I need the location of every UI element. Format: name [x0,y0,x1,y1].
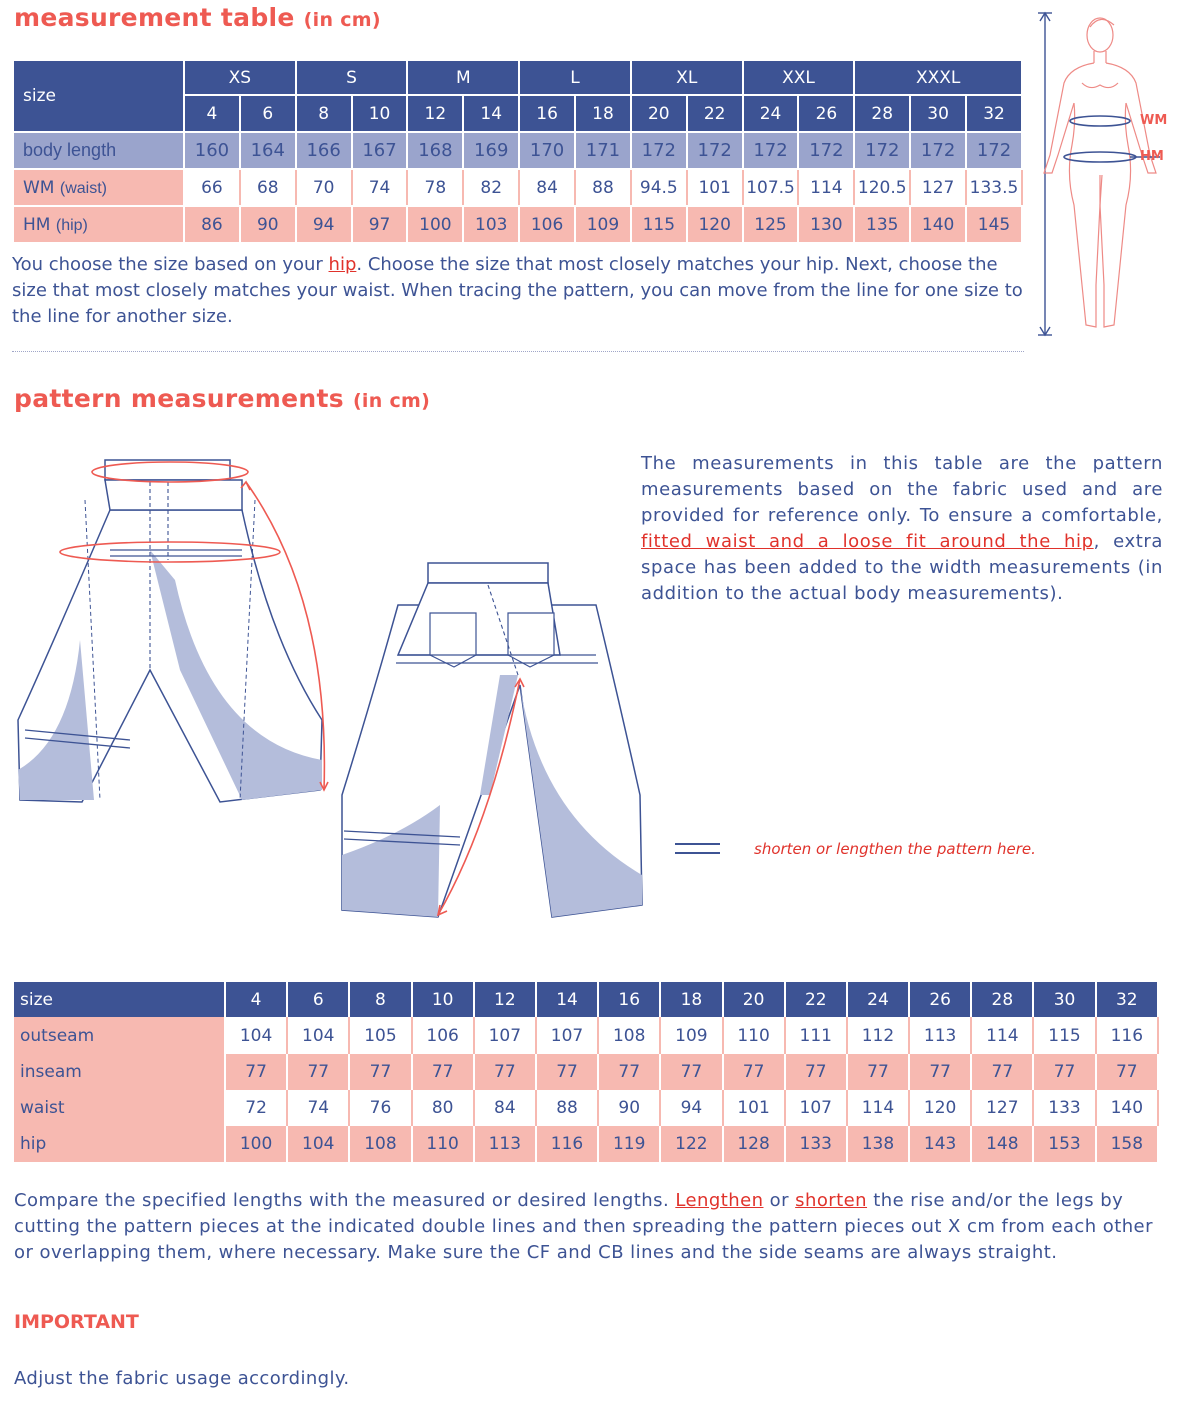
table-cell: 128 [723,1126,785,1162]
wm-label: WM [1140,113,1168,128]
table-cell: 77 [225,1054,287,1090]
table-cell: 115 [631,206,687,243]
table-cell: 90 [598,1090,660,1126]
table-cell: 77 [785,1054,847,1090]
table-cell: 125 [743,206,799,243]
table-cell: 109 [660,1017,722,1054]
hm-label: HM [1140,149,1164,164]
size-number: 6 [240,95,296,132]
table-cell: 78 [407,169,463,206]
table-row [14,1054,1158,1090]
table-cell: 160 [184,132,240,169]
size-number: 18 [660,982,722,1017]
important-heading: IMPORTANT [14,1311,139,1333]
table-cell: 77 [660,1054,722,1090]
table-cell: 72 [225,1090,287,1126]
size-number: 20 [723,982,785,1017]
size-group: XXXL [854,61,1022,95]
size-group: XXL [743,61,855,95]
size-number: 18 [575,95,631,132]
table-cell: 170 [519,132,575,169]
table-cell: 66 [184,169,240,206]
lengthen-link[interactable]: Lengthen [675,1190,764,1211]
table-row [14,132,1022,169]
table-cell: 133 [785,1126,847,1162]
size-number: 12 [474,982,536,1017]
table-cell: 74 [352,169,408,206]
table-cell: 94.5 [631,169,687,206]
size-number: 14 [536,982,598,1017]
row-label-hm: HM (hip) [14,206,184,243]
size-number: 28 [971,982,1033,1017]
table-cell: 167 [352,132,408,169]
size-number: 22 [687,95,743,132]
size-number: 8 [349,982,411,1017]
table-cell: 80 [412,1090,474,1126]
table-cell: 107 [536,1017,598,1054]
size-number: 24 [847,982,909,1017]
table-cell: 158 [1096,1126,1158,1162]
table-cell: 172 [743,132,799,169]
unit-label: (in cm) [352,390,431,412]
table-cell: 114 [847,1090,909,1126]
size-number: 24 [743,95,799,132]
table-cell: 110 [412,1126,474,1162]
table-cell: 143 [909,1126,971,1162]
table-cell: 90 [240,206,296,243]
size-number: 4 [184,95,240,132]
table-cell: 164 [240,132,296,169]
size-number: 8 [296,95,352,132]
table-row [14,1017,1158,1054]
table-cell: 171 [575,132,631,169]
table-cell: 120 [909,1090,971,1126]
table-cell: 101 [723,1090,785,1126]
table-cell: 74 [287,1090,349,1126]
table-row [14,1090,1158,1126]
table-cell: 105 [349,1017,411,1054]
table-cell: 106 [519,206,575,243]
table-cell: 97 [352,206,408,243]
table-cell: 110 [723,1017,785,1054]
size-number: 30 [1033,982,1095,1017]
table-cell: 77 [1033,1054,1095,1090]
table-cell: 109 [575,206,631,243]
table-cell: 138 [847,1126,909,1162]
table-cell: 104 [225,1017,287,1054]
measurement-table-title: measurement table (in cm) [14,3,381,32]
table-cell: 77 [412,1054,474,1090]
table-cell: 82 [463,169,519,206]
table-cell: 108 [598,1017,660,1054]
table-cell: 116 [1096,1017,1158,1054]
table-cell: 104 [287,1126,349,1162]
table-cell: 111 [785,1017,847,1054]
size-number: 10 [412,982,474,1017]
table-cell: 145 [966,206,1022,243]
double-line-icon-lower [675,852,720,854]
size-number: 4 [225,982,287,1017]
table-cell: 77 [909,1054,971,1090]
size-group: XL [631,61,743,95]
table-cell: 77 [349,1054,411,1090]
table-cell: 114 [798,169,854,206]
table-cell: 169 [463,132,519,169]
table-cell: 86 [184,206,240,243]
pattern-note: The measurements in this table are the pattern measurements based on the fabric used and are provided for reference only. To ensure a comfortable, fitted waist and a loose fit around the hip, extra space has been added to the width measurements (in addition to the actual body measurements). [641,453,1163,604]
table-cell: 172 [966,132,1022,169]
table-cell: 84 [474,1090,536,1126]
size-header: size [14,61,184,132]
table-cell: 103 [463,206,519,243]
size-number: 26 [798,95,854,132]
table-cell: 70 [296,169,352,206]
table-cell: 135 [854,206,910,243]
table-cell: 166 [296,132,352,169]
section-divider [12,351,1024,352]
table-cell: 122 [660,1126,722,1162]
size-number: 32 [966,95,1022,132]
size-number: 12 [407,95,463,132]
table-cell: 94 [660,1090,722,1126]
size-header: size [14,982,225,1017]
table-cell: 77 [474,1054,536,1090]
table-row [14,206,1022,243]
size-number: 16 [598,982,660,1017]
fit-link[interactable]: fitted waist and a loose fit around the hip [641,531,1094,552]
table-cell: 172 [910,132,966,169]
table-cell: 113 [909,1017,971,1054]
table-cell: 127 [910,169,966,206]
table-cell: 172 [631,132,687,169]
row-label-waist: waist [14,1090,225,1126]
row-label-wm: WM (waist) [14,169,184,206]
size-number: 6 [287,982,349,1017]
table-cell: 106 [412,1017,474,1054]
row-label-outseam: outseam [14,1017,225,1054]
body-figure-illustration [1030,5,1190,340]
size-number: 22 [785,982,847,1017]
table-cell: 115 [1033,1017,1095,1054]
table-cell: 112 [847,1017,909,1054]
table-cell: 172 [798,132,854,169]
size-group: L [519,61,631,95]
size-group: S [296,61,408,95]
size-choice-note: You choose the size based on your hip. Choose the size that most closely matches your hip. Next, choose the size that most closely matches your waist. When tracing the pattern, you can move from the line for one size to the line for another size. [12,254,1023,327]
table-cell: 119 [598,1126,660,1162]
row-label-body-length: body length [14,132,184,169]
table-cell: 120 [687,206,743,243]
table-cell: 172 [687,132,743,169]
table-cell: 88 [575,169,631,206]
table-cell: 77 [598,1054,660,1090]
table-cell: 77 [287,1054,349,1090]
table-cell: 127 [971,1090,1033,1126]
table-cell: 107 [474,1017,536,1054]
size-number: 14 [463,95,519,132]
table-cell: 168 [407,132,463,169]
table-cell: 100 [407,206,463,243]
pattern-measurements-table [14,982,1159,1162]
size-number: 20 [631,95,687,132]
table-cell: 153 [1033,1126,1095,1162]
table-cell: 104 [287,1017,349,1054]
table-cell: 76 [349,1090,411,1126]
table-cell: 133 [1033,1090,1095,1126]
table-cell: 77 [1096,1054,1158,1090]
shorten-link[interactable]: shorten [795,1190,868,1211]
row-label-hip: hip [14,1126,225,1162]
table-cell: 94 [296,206,352,243]
table-cell: 88 [536,1090,598,1126]
table-cell: 116 [536,1126,598,1162]
hip-link[interactable]: hip [328,254,357,275]
size-number: 10 [352,95,408,132]
table-cell: 113 [474,1126,536,1162]
adjust-note: Compare the specified lengths with the measured or desired lengths. Lengthen or shorten the rise and/or the legs by cutting the pattern pieces at the indicated double lines and then spreading the pattern pieces out X cm from each other or overlapping them, where necessary. Make sure the CF and CB lines and the side seams are always straight. [14,1190,1153,1263]
fabric-usage-note: Adjust the fabric usage accordingly. [14,1368,350,1389]
back-trousers-illustration [330,555,650,925]
size-number: 28 [854,95,910,132]
double-line-icon [675,843,720,845]
table-cell: 130 [798,206,854,243]
size-number: 16 [519,95,575,132]
size-number: 30 [910,95,966,132]
size-group: XS [184,61,296,95]
table-row [14,169,1022,206]
pattern-measurements-title: pattern measurements (in cm) [14,384,431,413]
table-cell: 100 [225,1126,287,1162]
size-group: M [407,61,519,95]
table-cell: 140 [910,206,966,243]
front-trousers-illustration [10,440,350,820]
size-number: 26 [909,982,971,1017]
table-cell: 107.5 [743,169,799,206]
table-cell: 148 [971,1126,1033,1162]
table-cell: 101 [687,169,743,206]
table-cell: 133.5 [966,169,1022,206]
table-cell: 140 [1096,1090,1158,1126]
table-cell: 77 [536,1054,598,1090]
unit-label: (in cm) [303,9,381,31]
table-cell: 68 [240,169,296,206]
table-cell: 77 [971,1054,1033,1090]
measurement-table [14,61,1023,244]
table-cell: 172 [854,132,910,169]
row-label-inseam: inseam [14,1054,225,1090]
legend-text: shorten or lengthen the pattern here. [754,840,1036,858]
table-cell: 84 [519,169,575,206]
table-cell: 120.5 [854,169,910,206]
table-row [14,1126,1158,1162]
table-cell: 77 [847,1054,909,1090]
table-cell: 108 [349,1126,411,1162]
table-cell: 114 [971,1017,1033,1054]
size-number: 32 [1096,982,1158,1017]
table-cell: 77 [723,1054,785,1090]
table-cell: 107 [785,1090,847,1126]
